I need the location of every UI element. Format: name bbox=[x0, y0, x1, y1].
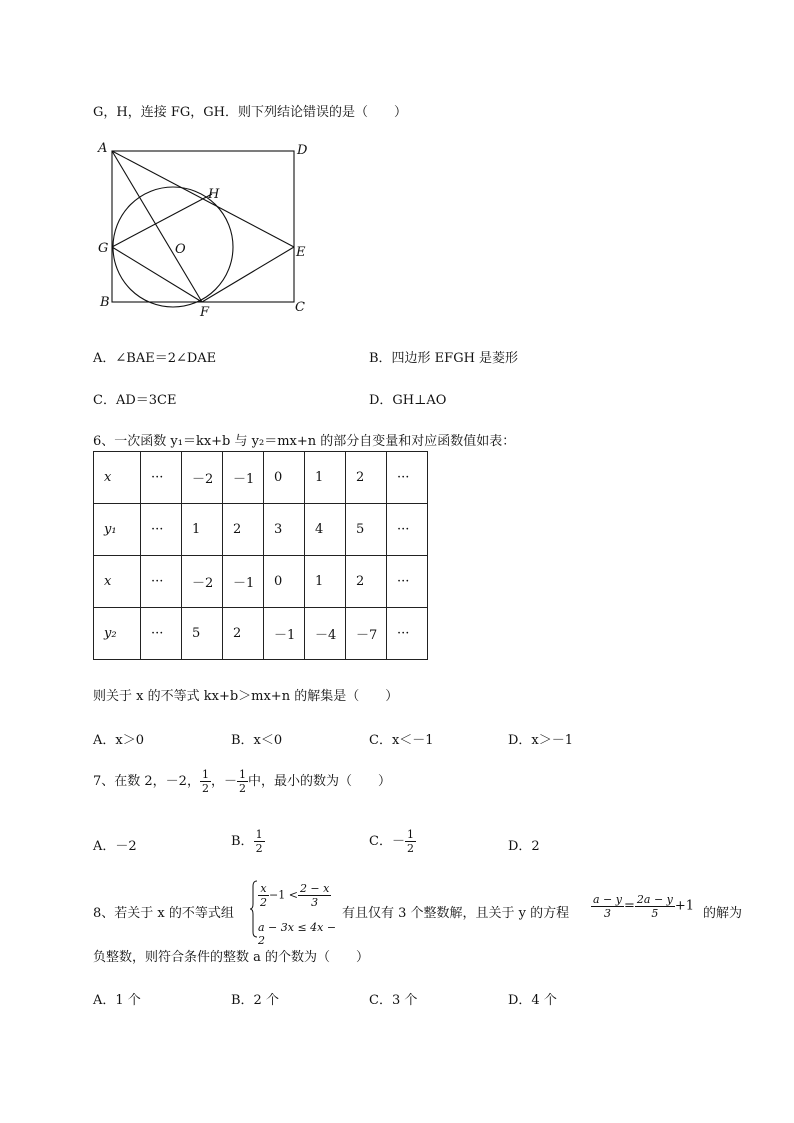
brace-icon bbox=[250, 880, 258, 938]
q8-stem-start: 8、若关于 x 的不等式组 bbox=[93, 906, 234, 921]
svg-text:G: G bbox=[98, 241, 109, 256]
q8-stem-line2: 负整数，则符合条件的整数 a 的个数为（ ） bbox=[93, 950, 370, 965]
q6-value-table bbox=[93, 451, 428, 660]
table-cell: y₂ bbox=[94, 608, 141, 660]
svg-text:B: B bbox=[100, 295, 110, 310]
table-cell: 0 bbox=[264, 452, 305, 504]
q6-option-a[interactable]: A．x＞0 bbox=[93, 733, 144, 748]
q7-fraction-neg-half: $\frac{1}{2}$ bbox=[238, 768, 246, 795]
table-cell: 2 bbox=[346, 452, 387, 504]
q8-option-d[interactable]: D．4 个 bbox=[508, 993, 557, 1008]
q8-stem-mid: 有且仅有 3 个整数解，且关于 y 的方程 bbox=[342, 906, 570, 921]
q8-equation: $\frac{a - y}{3}$ = $\frac{2a - y}{5}$ +1 bbox=[593, 893, 695, 920]
table-cell: 5 bbox=[346, 504, 387, 556]
table-cell: －2 bbox=[182, 556, 223, 608]
q6-question: 则关于 x 的不等式 kx+b＞mx+n 的解集是（ ） bbox=[93, 689, 399, 704]
table-cell: 2 bbox=[223, 504, 264, 556]
table-cell: x bbox=[94, 452, 141, 504]
svg-text:F: F bbox=[200, 305, 210, 320]
table-cell: 5 bbox=[182, 608, 223, 660]
table-cell: －4 bbox=[305, 608, 346, 660]
table-cell: 1 bbox=[182, 504, 223, 556]
q8-option-b[interactable]: B．2 个 bbox=[231, 993, 279, 1008]
q8-inequality-system: $\frac{x}{2}$ −1 < $\frac{2 - x}{3}$ a − 3x ≤ 4x − 2 bbox=[250, 880, 340, 938]
table-cell: 0 bbox=[264, 556, 305, 608]
table-cell: ··· bbox=[387, 556, 428, 608]
table-cell: y₁ bbox=[94, 504, 141, 556]
q8-option-a[interactable]: A．1 个 bbox=[93, 993, 141, 1008]
q7-option-d[interactable]: D．2 bbox=[508, 839, 540, 854]
table-cell: ··· bbox=[387, 608, 428, 660]
svg-text:H: H bbox=[208, 187, 220, 202]
table-cell: －1 bbox=[264, 608, 305, 660]
table-cell: 4 bbox=[305, 504, 346, 556]
q5-stem: G，H，连接 FG，GH．则下列结论错误的是（ ） bbox=[93, 105, 407, 120]
table-cell: －1 bbox=[223, 452, 264, 504]
table-cell: ··· bbox=[141, 452, 182, 504]
table-cell: 1 bbox=[305, 452, 346, 504]
q7-stem-text: 7、在数 2，－2， bbox=[93, 774, 200, 789]
svg-text:D: D bbox=[297, 143, 308, 158]
q5-option-b[interactable]: B．四边形 EFGH 是菱形 bbox=[369, 351, 519, 366]
q7-fraction-half: $\frac{1}{2}$ bbox=[201, 768, 209, 795]
table-cell: 2 bbox=[346, 556, 387, 608]
table-cell: ··· bbox=[387, 452, 428, 504]
table-cell: 1 bbox=[305, 556, 346, 608]
q7-option-b[interactable]: B． $\frac{1}{2}$ bbox=[231, 828, 263, 855]
table-row bbox=[94, 504, 428, 556]
table-cell: －7 bbox=[346, 608, 387, 660]
svg-text:C: C bbox=[295, 300, 305, 315]
table-cell: ··· bbox=[141, 608, 182, 660]
q7-stem: 7、在数 2，－2， $\frac{1}{2}$ ，－ $\frac{1}{2}$ 中，最小的数为（ ） bbox=[93, 768, 391, 795]
svg-text:O: O bbox=[175, 242, 186, 257]
table-cell: x bbox=[94, 556, 141, 608]
q5-option-c[interactable]: C．AD＝3CE bbox=[93, 393, 177, 408]
q8-option-c[interactable]: C．3 个 bbox=[369, 993, 418, 1008]
q5-option-d[interactable]: D．GH⊥AO bbox=[369, 393, 447, 408]
table-cell: ··· bbox=[387, 504, 428, 556]
table-cell: 3 bbox=[264, 504, 305, 556]
q6-option-c[interactable]: C．x＜－1 bbox=[369, 733, 434, 748]
table-cell: －2 bbox=[182, 452, 223, 504]
svg-text:E: E bbox=[296, 245, 306, 260]
q7-option-a[interactable]: A．－2 bbox=[93, 839, 137, 854]
table-row bbox=[94, 452, 428, 504]
table-cell: 2 bbox=[223, 608, 264, 660]
q5-option-a[interactable]: A．∠BAE＝2∠DAE bbox=[93, 351, 217, 366]
table-cell: －1 bbox=[223, 556, 264, 608]
svg-text:A: A bbox=[98, 141, 108, 156]
q8-stem-end: 的解为 bbox=[703, 906, 743, 921]
q6-option-b[interactable]: B．x＜0 bbox=[231, 733, 283, 748]
q6-option-d[interactable]: D．x＞－1 bbox=[508, 733, 574, 748]
q5-geometry-figure bbox=[95, 140, 320, 320]
q6-stem: 6、一次函数 y₁＝kx+b 与 y₂＝mx+n 的部分自变量和对应函数值如表： bbox=[93, 434, 516, 449]
q7-option-c[interactable]: C．－ $\frac{1}{2}$ bbox=[369, 828, 414, 855]
table-row bbox=[94, 556, 428, 608]
table-row bbox=[94, 608, 428, 660]
table-cell: ··· bbox=[141, 556, 182, 608]
table-cell: ··· bbox=[141, 504, 182, 556]
